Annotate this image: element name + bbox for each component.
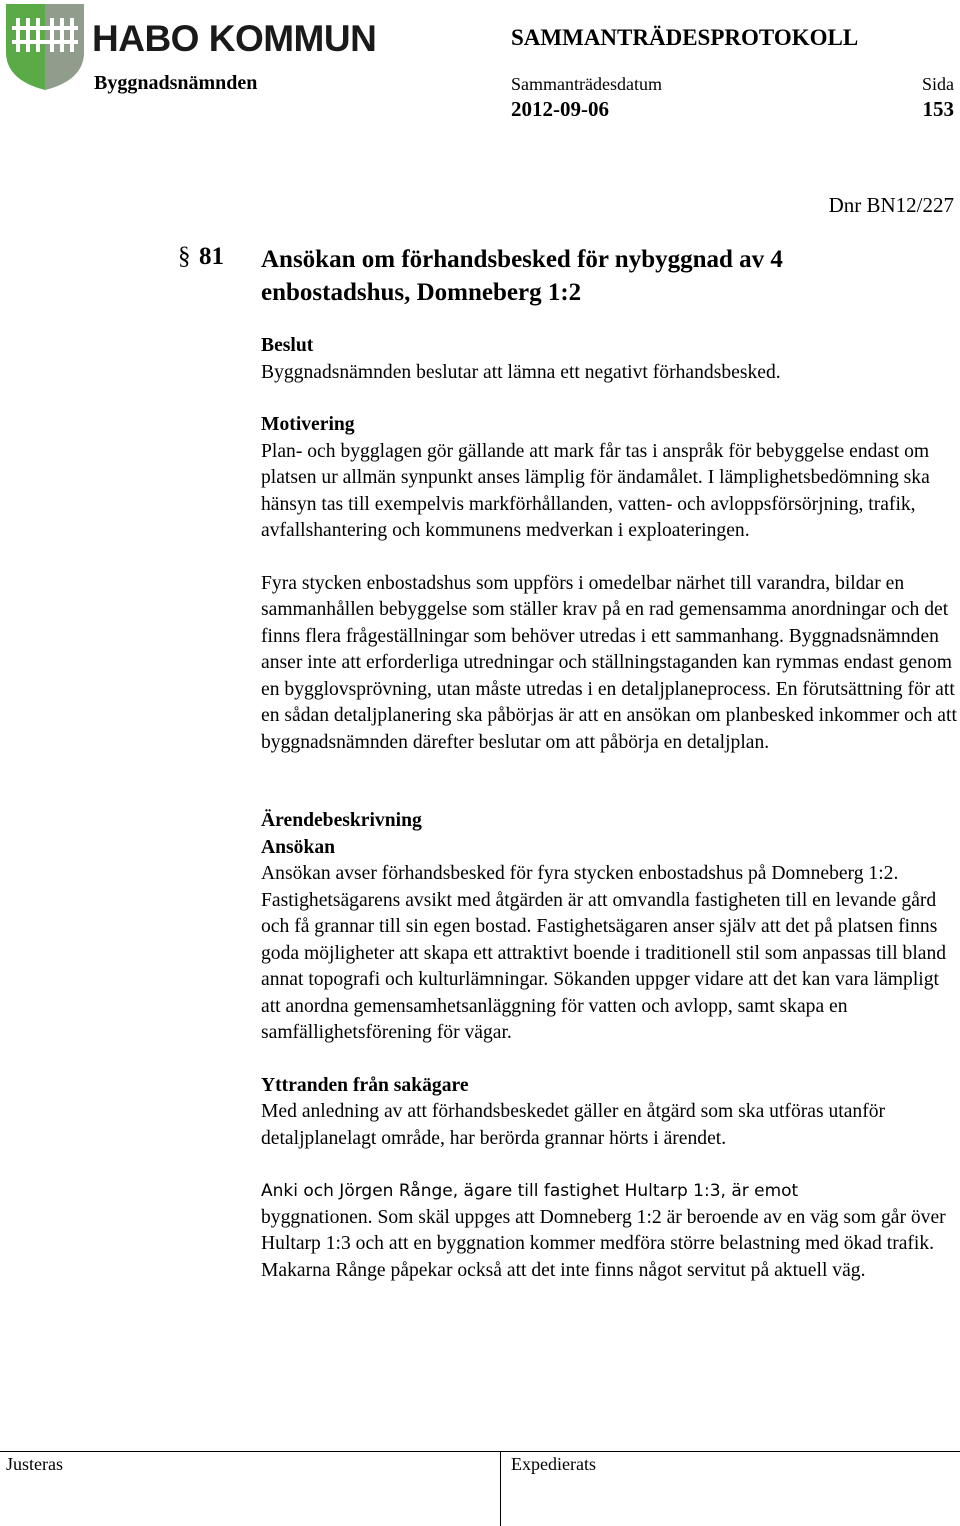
ansokan-heading: Ansökan <box>261 836 336 858</box>
document-body <box>261 333 960 1284</box>
meeting-date-label: Sammanträdesdatum <box>511 74 662 94</box>
habo-kommun-crest-logo <box>4 2 86 92</box>
yttranden-heading: Yttranden från sakägare <box>261 1074 469 1096</box>
section-title: Ansökan om förhandsbesked för nybyggnad av 4 enbostadshus, Domneberg 1:2 <box>261 246 783 306</box>
footer-rule <box>0 1451 960 1452</box>
motivering-heading: Motivering <box>261 414 355 435</box>
section-number: 81 <box>199 243 224 270</box>
case-number: Dnr BN12/227 <box>828 193 954 217</box>
expedierats-label: Expedierats <box>511 1454 596 1474</box>
beslut-heading: Beslut <box>261 335 314 356</box>
meeting-date: 2012-09-06 <box>511 97 609 121</box>
beslut-text: Byggnadsnämnden beslutar att lämna ett negativt förhandsbesked. <box>261 361 781 383</box>
yttranden-paragraph-1: Med anledning av att förhandsbeskedet gäller en åtgärd som ska utföras utanför detaljplanelagt område, har berörda grannar hörts i ärendet. <box>261 1101 886 1149</box>
yttranden-paragraph-2-rest: byggnationen. Som skäl uppges att Domneberg 1:2 är beroende av en väg som går över Hultarp 1:3 och att en byggnation kommer medföra större belastning med ökad trafik. Makarna Rånge påpekar också att det inte finns något servitut på aktuell väg. <box>261 1206 946 1281</box>
organization-name: Byggnadsnämnden <box>94 72 258 94</box>
justeras-label: Justeras <box>6 1454 63 1474</box>
yttranden-paragraph-2 <box>261 1178 960 1284</box>
document-title: SAMMANTRÄDESPROTOKOLL <box>511 25 859 50</box>
page-number: 153 <box>922 97 954 121</box>
ansokan-text: Ansökan avser förhandsbesked för fyra stycken enbostadshus på Domneberg 1:2. Fastighetsägarens avsikt med åtgärden är att omvandla fastigheten till en levande gård och få grannar till sin egen bostad. Fastighetsägaren anser själv att det på platsen finns goda möjligheter att skapa ett attraktivt boende i traditionell stil som anpassas till bland annat topografi och kulturlämningar. Sökanden uppger vidare att det kan vara lämpligt att anordna gemensamhetsanläggning för vatten och avlopp, samt skapa en samfällighetsförening för vägar. <box>261 863 947 1043</box>
yttranden-paragraph-2-start: Anki och Jörgen Rånge, ägare till fastighet Hultarp 1:3, är emot <box>261 1181 799 1201</box>
brand-name: HABO KOMMUN <box>92 18 377 59</box>
section-sign: § <box>178 243 191 270</box>
footer-divider <box>500 1451 501 1526</box>
arende-heading: Ärendebeskrivning <box>261 810 422 831</box>
page-label: Sida <box>921 74 954 94</box>
motivering-paragraph-1: Plan- och bygglagen gör gällande att mark får tas i anspråk för bebyggelse endast om platsen ur allmän synpunkt anses lämplig för ändamålet. I lämplighetsbedömning ska hänsyn tas till exempelvis markförhållanden, vatten- och avloppsförsörjning, trafik, avfallshantering och kommunens medverkan i exploateringen. <box>261 440 930 541</box>
motivering-paragraph-2: Fyra stycken enbostadshus som uppförs i omedelbar närhet till varandra, bildar en sammanhållen bebyggelse som ställer krav på en rad gemensamma anordningar och det finns flera frågeställningar som behöver utredas i ett sammanhang. Byggnadsnämnden anser inte att erforderliga utredningar och ställningstaganden kan rymmas endast genom en bygglovsprövning, utan måste utredas i en detaljplaneprocess. En förutsättning för att en sådan detaljplanering ska påbörjas är att en ansökan om planbesked inkommer och att byggnadsnämnden därefter beslutar om att påbörja en detaljplan. <box>261 572 957 753</box>
